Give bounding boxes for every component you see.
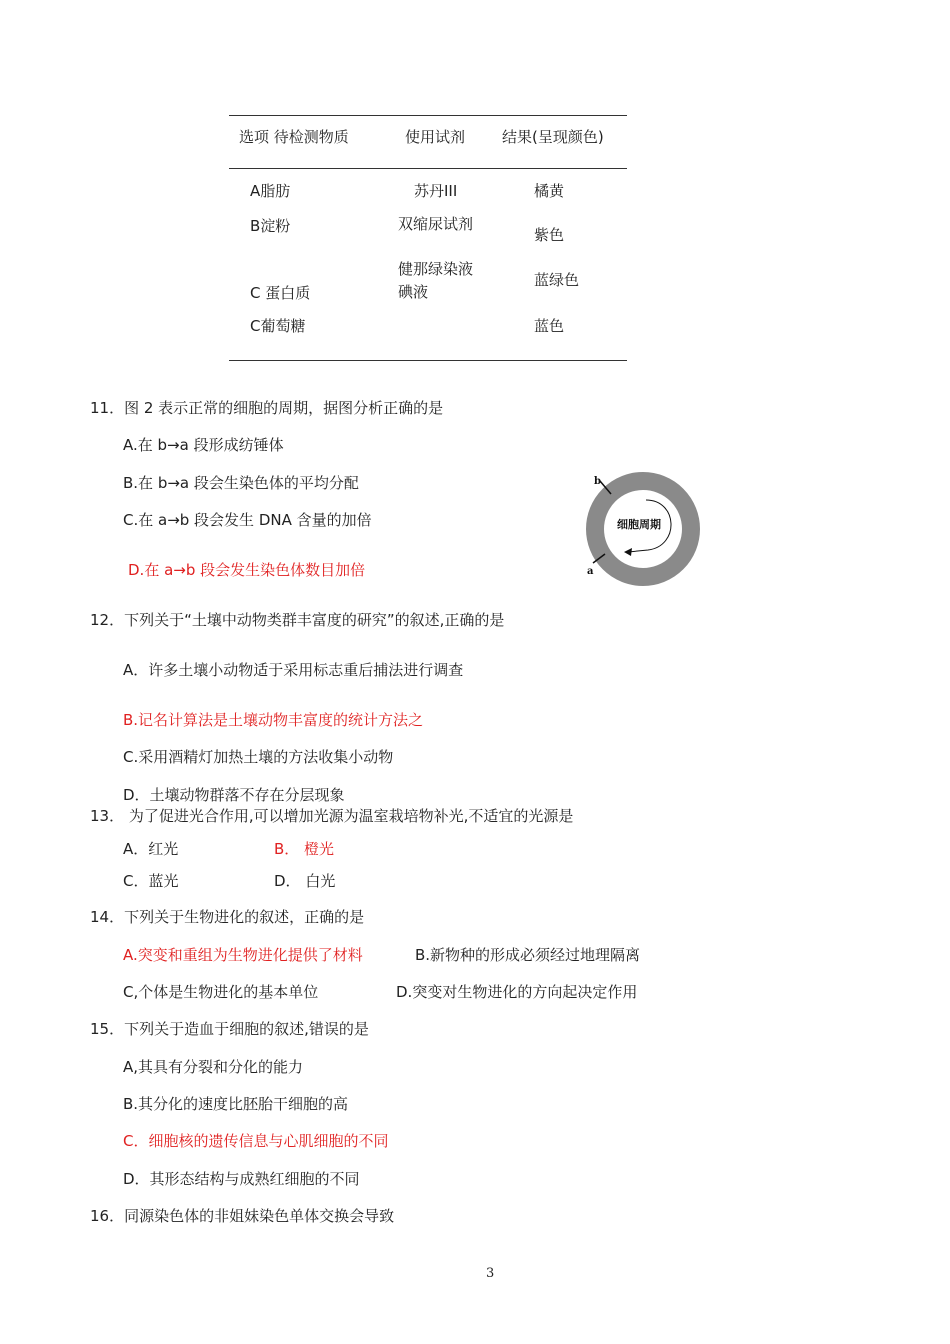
cell-substance-1: A脂肪 <box>250 182 291 200</box>
question-15-option-c: C．细胞核的遗传信息与心肌细胞的不同 <box>123 1132 389 1150</box>
cell-reagent-1: 苏丹III <box>414 182 458 200</box>
question-13-stem: 13． 为了促进光合作用,可以增加光源为温室栽培物补光,不适宜的光源是 <box>90 807 574 825</box>
question-11-option-b: B.在 b→a 段会生染色体的平均分配 <box>123 474 359 492</box>
table-header-rule <box>229 168 627 169</box>
question-13-option-c: C．蓝光 <box>123 872 179 890</box>
question-14-option-c: C,个体是生物进化的基本单位 <box>123 983 319 1001</box>
question-15-option-a: A,其具有分裂和分化的能力 <box>123 1058 304 1076</box>
cell-result-4: 蓝色 <box>534 317 565 335</box>
question-12-option-a: A．许多土壤小动物适于采用标志重后捕法进行调查 <box>123 661 464 679</box>
cell-result-3: 蓝绿色 <box>534 271 580 289</box>
question-15-stem: 15．下列关于造血于细胞的叙述,错误的是 <box>90 1020 369 1038</box>
question-15-option-b: B.其分化的速度比胚胎干细胞的高 <box>123 1095 349 1113</box>
question-15-option-d: D．其形态结构与成熟红细胞的不同 <box>123 1170 360 1188</box>
table-top-rule <box>229 115 627 116</box>
question-14-option-a: A.突变和重组为生物进化提供了材料 <box>123 946 363 964</box>
cell-cycle-diagram <box>580 470 710 595</box>
question-14-option-d: D.突变对生物进化的方向起决定作用 <box>396 983 638 1001</box>
question-14-stem: 14．下列关于生物进化的叙述，正确的是 <box>90 908 365 926</box>
question-13-option-d: D． 白光 <box>274 872 336 890</box>
header-result: 结果(呈现颜色) <box>502 128 604 146</box>
cell-reagent-2: 双缩尿试剂 <box>398 215 474 233</box>
question-12-stem: 12．下列关于“土壤中动物类群丰富度的研究”的叙述,正确的是 <box>90 611 505 629</box>
cell-result-1: 橘黄 <box>534 182 565 200</box>
question-11-option-a: A.在 b→a 段形成纺锤体 <box>123 436 284 454</box>
cycle-label-b: b <box>594 476 601 487</box>
header-reagent: 使用试剂 <box>405 128 466 146</box>
question-11-option-c: C.在 a→b 段会发生 DNA 含量的加倍 <box>123 511 372 529</box>
header-option-substance: 选项 待检测物质 <box>239 128 349 146</box>
question-13-option-a: A．红光 <box>123 840 179 858</box>
cell-substance-4: C葡萄糖 <box>250 317 306 335</box>
question-12-option-d: D．土壤动物群落不存在分层现象 <box>123 786 345 804</box>
question-13-option-b: B． 橙光 <box>274 840 335 858</box>
cycle-label-a: a <box>587 566 594 577</box>
cycle-arrow-head <box>624 548 632 556</box>
question-14-option-b: B.新物种的形成必须经过地理隔离 <box>415 946 641 964</box>
cycle-center-label: 细胞周期 <box>617 518 661 531</box>
cell-reagent-4: 碘液 <box>398 283 429 301</box>
question-11-option-d: D.在 a→b 段会发生染色体数目加倍 <box>128 561 366 579</box>
cell-reagent-3: 健那绿染液 <box>398 260 474 278</box>
question-12-option-b: B.记名计算法是土壤动物丰富度的统计方法之 <box>123 711 424 729</box>
question-16-stem: 16．同源染色体的非姐妹染色单体交换会导致 <box>90 1207 395 1225</box>
page-number: 3 <box>486 1266 495 1281</box>
cell-result-2: 紫色 <box>534 226 565 244</box>
cell-substance-3: C 蛋白质 <box>250 284 311 302</box>
cell-substance-2: B淀粉 <box>250 217 291 235</box>
question-12-option-c: C.采用酒精灯加热土壤的方法收集小动物 <box>123 748 394 766</box>
table-bottom-rule <box>229 360 627 361</box>
question-11-stem: 11．图 2 表示正常的细胞的周期，据图分析正确的是 <box>90 399 444 417</box>
